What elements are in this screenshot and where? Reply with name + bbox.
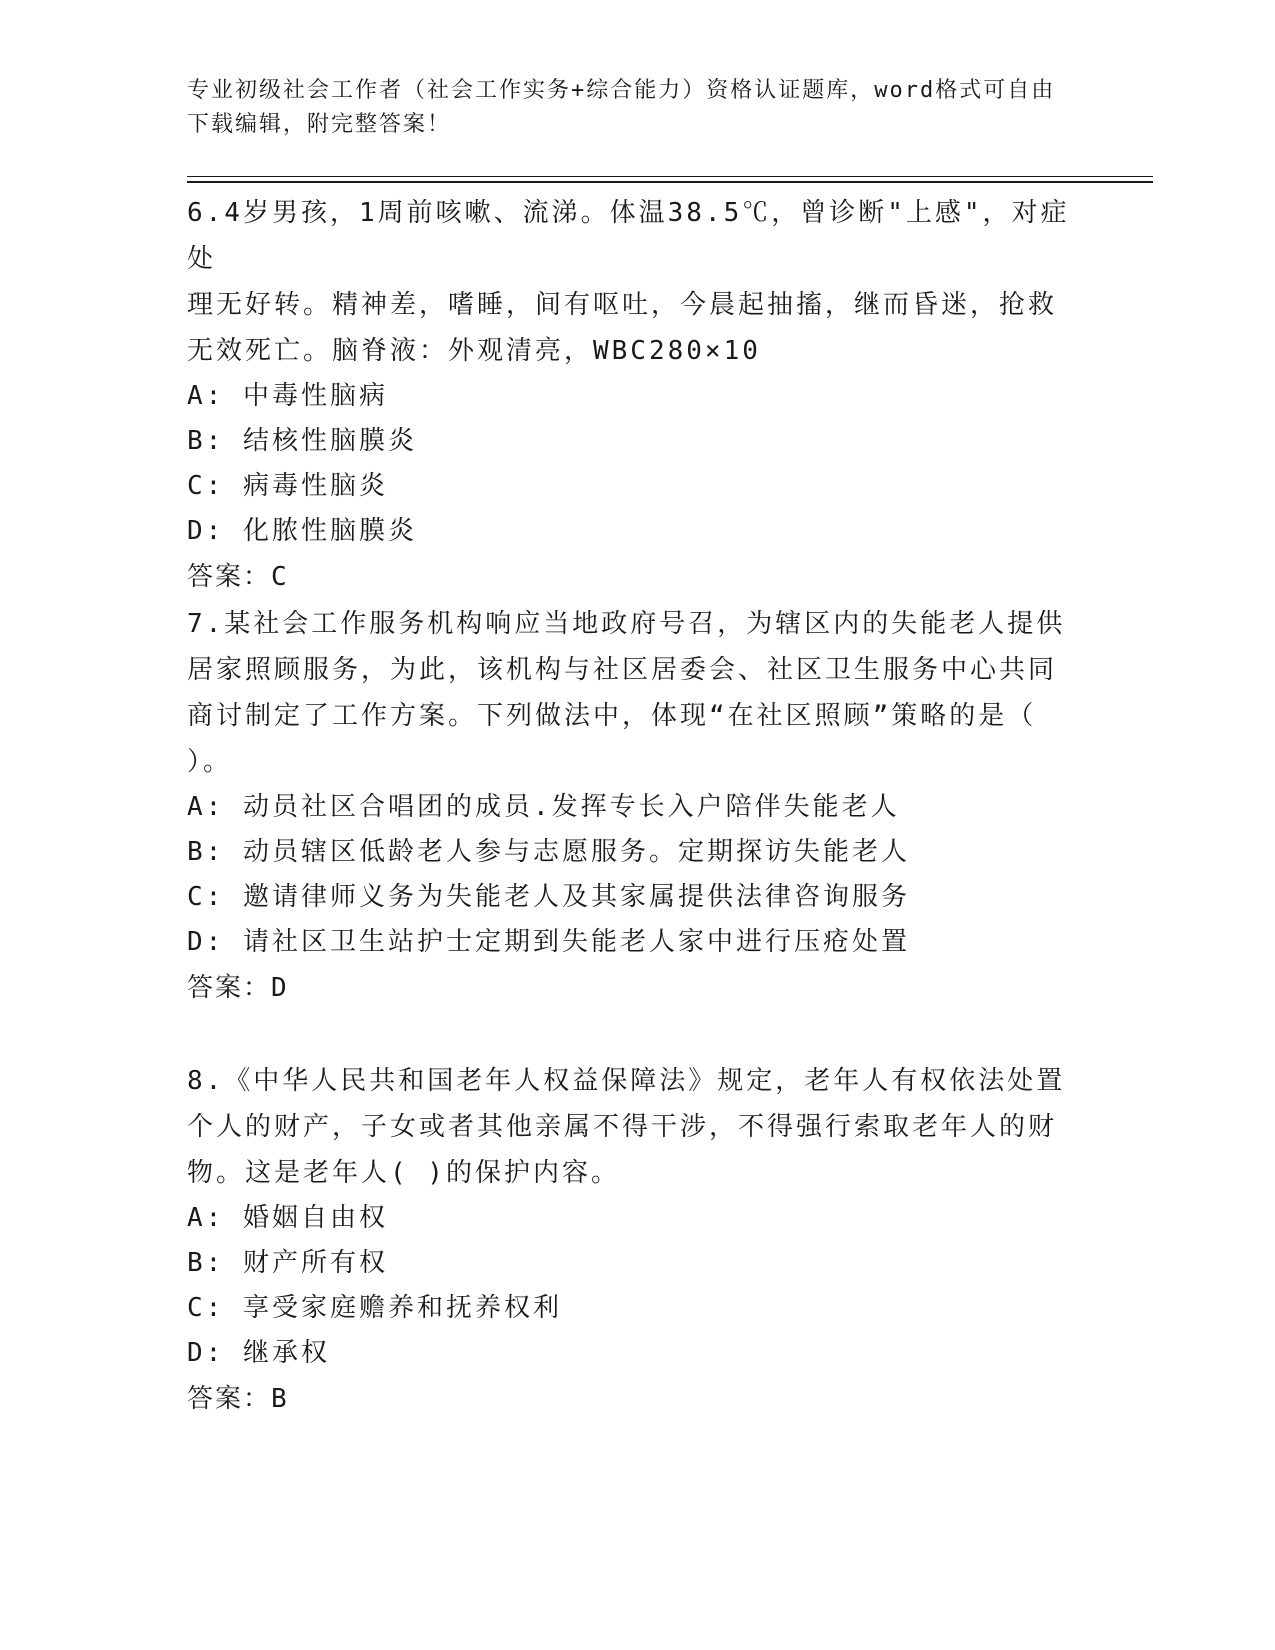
option-b: B: 结核性脑膜炎 [187,426,417,456]
header-title-line-1: 专业初级社会工作者（社会工作实务+综合能力）资格认证题库，word格式可自由 [187,78,1056,103]
question-stem [187,190,1087,374]
document-header [187,74,1087,142]
question-stem-line: 6.4岁男孩，1周前咳嗽、流涕。体温38.5℃，曾诊断"上感"，对症处 [187,198,1070,274]
question-7 [187,601,1087,1011]
option-c: C: 享受家庭赡养和抚养权利 [187,1293,562,1323]
question-stem-line: ）。 [187,747,233,777]
option-d: D: 化脓性脑膜炎 [187,516,417,546]
question-stem [187,1058,1087,1196]
question-stem-line: 8.《中华人民共和国老年人权益保障法》规定，老年人有权依法处置 [187,1066,1066,1096]
option-b: B: 动员辖区低龄老人参与志愿服务。定期探访失能老人 [187,837,910,867]
header-divider-bottom [187,181,1153,183]
question-stem-line: 居家照顾服务，为此，该机构与社区居委会、社区卫生服务中心共同 [187,655,1058,685]
option-d: D: 继承权 [187,1338,330,1368]
option-a: A: 动员社区合唱团的成员.发挥专长入户陪伴失能老人 [187,792,900,822]
answer [187,965,1087,1011]
option-d: D: 请社区卫生站护士定期到失能老人家中进行压疮处置 [187,927,910,957]
question-stem-line: 个人的财产，子女或者其他亲属不得干涉，不得强行索取老年人的财 [187,1112,1058,1142]
option-c: C: 邀请律师义务为失能老人及其家属提供法律咨询服务 [187,882,910,912]
answer-label: 答案： [187,973,272,1003]
question-stem-line: 物。这是老年人( )的保护内容。 [187,1158,620,1188]
question-stem [187,601,1087,785]
answer-label: 答案： [187,1384,272,1414]
answer [187,1376,1087,1422]
option-a: A: 中毒性脑病 [187,381,388,411]
question-stem-line: 理无好转。精神差，嗜睡，间有呕吐，今晨起抽搐，继而昏迷，抢救 [187,290,1058,320]
question-8 [187,1058,1087,1422]
question-6 [187,190,1087,600]
answer [187,554,1087,600]
header-divider-top [187,176,1153,177]
question-stem-line: 无效死亡。脑脊液：外观清亮，WBC280×10 [187,336,761,366]
answer-value: D [271,973,289,1003]
option-a: A: 婚姻自由权 [187,1203,388,1233]
answer-value: C [271,562,289,592]
option-b: B: 财产所有权 [187,1248,388,1278]
option-c: C: 病毒性脑炎 [187,471,388,501]
question-stem-line: 商讨制定了工作方案。下列做法中，体现“在社区照顾”策略的是（ [187,701,1037,731]
answer-label: 答案： [187,562,272,592]
header-title-line-2: 下载编辑，附完整答案！ [187,112,452,137]
answer-value: B [271,1384,289,1414]
question-stem-line: 7.某社会工作服务机构响应当地政府号召，为辖区内的失能老人提供 [187,609,1066,639]
